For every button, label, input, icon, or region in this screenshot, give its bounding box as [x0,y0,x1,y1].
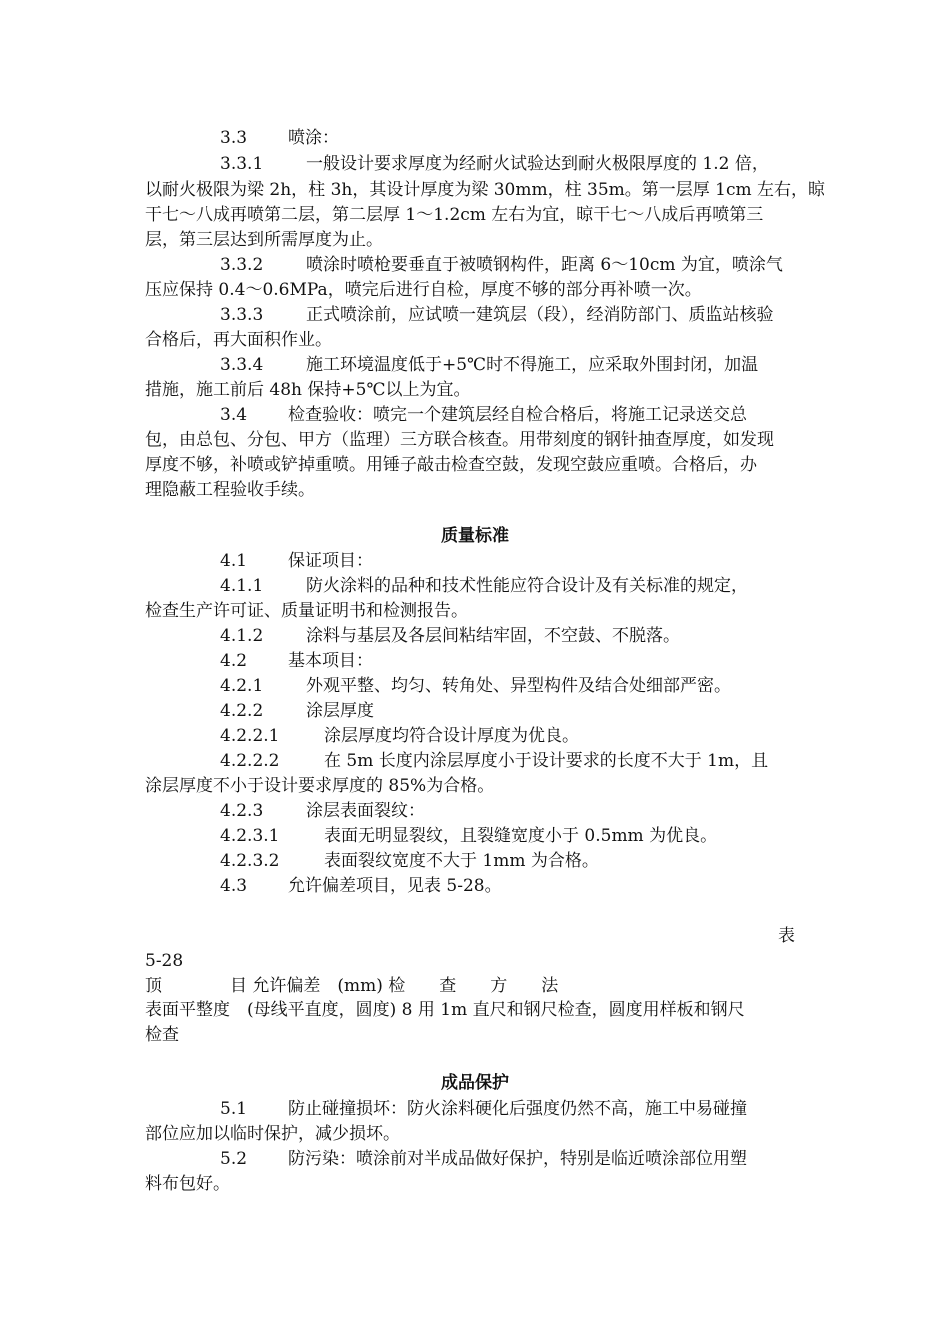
paragraph-text: 外观平整、均匀、转角处、异型构件及结合处细部严密。 [306,676,731,696]
paragraph-text: 检查验收：喷完一个建筑层经自检合格后，将施工记录送交总 [288,405,747,425]
section-number: 3.3.1 [220,154,264,174]
table-row: 表面平整度 (母线平直度，圆度) 8 用 1m 直尺和钢尺检查，圆度用样板和钢尺 [145,1000,745,1020]
section-number: 3.3.4 [220,355,264,375]
section-number: 4.2.2 [220,701,264,721]
paragraph-line: 厚度不够，补喷或铲掉重喷。用锤子敲击检查空鼓，发现空鼓应重喷。合格后，办 [145,455,757,475]
paragraph-line: 合格后，再大面积作业。 [145,330,332,350]
section-title: 保证项目： [288,551,373,571]
paragraph-5-2 [220,1147,747,1171]
section-number: 4.1.1 [220,576,264,596]
paragraph-4-1-2 [220,624,680,648]
section-number: 3.3 [220,128,248,148]
section-number: 4.2 [220,651,248,671]
section-4-2 [220,649,373,673]
paragraph-line: 以耐火极限为梁 2h，柱 3h，其设计厚度为梁 30mm，柱 35m。第一层厚 1cm 左右，晾 [145,180,826,200]
paragraph-line: 措施，施工前后 48h 保持+5℃以上为宜。 [145,380,471,400]
paragraph-text: 表面无明显裂纹，且裂缝宽度小于 0.5mm 为优良。 [324,826,718,846]
section-number: 4.2.3 [220,801,264,821]
paragraph-text: 涂料与基层及各层间粘结牢固，不空鼓、不脱落。 [306,626,680,646]
section-4-1 [220,549,373,573]
section-number: 3.4 [220,405,248,425]
paragraph-text: 防止碰撞损坏：防火涂料硬化后强度仍然不高，施工中易碰撞 [288,1099,747,1119]
paragraph-3-3-3 [220,303,774,327]
paragraph-4-2-3-1 [220,824,717,848]
paragraph-line: 料布包好。 [145,1174,230,1194]
paragraph-line: 压应保持 0.4～0.6MPa，喷完后进行自检，厚度不够的部分再补喷一次。 [145,280,702,300]
paragraph-5-1 [220,1097,747,1121]
paragraph-text: 表面裂纹宽度不大于 1mm 为合格。 [324,851,599,871]
section-number: 4.2.2.1 [220,726,280,746]
paragraph-text: 防污染：喷涂前对半成品做好保护，特别是临近喷涂部位用塑 [288,1149,747,1169]
section-title: 允许偏差项目，见表 5-28。 [288,876,502,896]
table-caption-label: 表 [778,926,795,946]
paragraph-4-1-1 [220,574,748,598]
paragraph-text: 涂层厚度均符合设计厚度为优良。 [324,726,579,746]
paragraph-text: 喷涂时喷枪要垂直于被喷钢构件，距离 6～10cm 为宜，喷涂气 [306,255,783,275]
paragraph-line: 理隐蔽工程验收手续。 [145,480,315,500]
section-number: 5.1 [220,1099,248,1119]
section-number: 4.1.2 [220,626,264,646]
paragraph-4-2-1 [220,674,731,698]
table-header-row: 顶 目 允许偏差 (mm) 检 查 方 法 [145,976,559,996]
table-row-continued: 检查 [145,1025,179,1045]
paragraph-text: 施工环境温度低于+5℃时不得施工，应采取外围封闭，加温 [306,355,759,375]
paragraph-line: 涂层厚度不小于设计要求厚度的 85%为合格。 [145,776,495,796]
paragraph-4-2-3 [220,799,425,823]
paragraph-text: 防火涂料的品种和技术性能应符合设计及有关标准的规定， [306,576,748,596]
paragraph-line: 包，由总包、分包、甲方（监理）三方联合核查。用带刻度的钢针抽查厚度，如发现 [145,430,774,450]
section-number: 4.1 [220,551,248,571]
paragraph-3-3-2 [220,253,783,277]
paragraph-4-2-2-2 [220,749,768,773]
paragraph-line: 层，第三层达到所需厚度为止。 [145,230,383,250]
table-caption-number: 5-28 [145,951,184,971]
section-title: 基本项目： [288,651,373,671]
heading-product-protection: 成品保护 [441,1073,509,1093]
paragraph-4-2-2 [220,699,374,723]
section-number: 3.3.3 [220,305,264,325]
section-3-3 [220,126,339,150]
paragraph-line: 检查生产许可证、质量证明书和检测报告。 [145,601,468,621]
section-number: 5.2 [220,1149,248,1169]
section-number: 4.2.3.2 [220,851,280,871]
paragraph-4-2-2-1 [220,724,579,748]
section-number: 4.2.2.2 [220,751,280,771]
paragraph-text: 在 5m 长度内涂层厚度小于设计要求的长度不大于 1m，且 [324,751,769,771]
paragraph-text: 涂层表面裂纹： [306,801,425,821]
section-number: 4.3 [220,876,248,896]
paragraph-3-3-4 [220,353,758,377]
section-number: 4.2.1 [220,676,264,696]
paragraph-text: 正式喷涂前，应试喷一建筑层（段），经消防部门、质监站核验 [306,305,774,325]
section-number: 4.2.3.1 [220,826,280,846]
paragraph-3-3-1 [220,152,769,176]
paragraph-text: 一般设计要求厚度为经耐火试验达到耐火极限厚度的 1.2 倍， [306,154,769,174]
section-4-3 [220,874,502,898]
paragraph-4-2-3-2 [220,849,599,873]
heading-quality-standard: 质量标准 [441,526,509,546]
paragraph-text: 涂层厚度 [306,701,374,721]
section-number: 3.3.2 [220,255,264,275]
paragraph-line: 干七～八成再喷第二层，第二层厚 1～1.2cm 左右为宜，晾干七～八成后再喷第三 [145,205,764,225]
paragraph-3-4 [220,403,747,427]
paragraph-line: 部位应加以临时保护，减少损坏。 [145,1124,400,1144]
section-title: 喷涂： [288,128,339,148]
